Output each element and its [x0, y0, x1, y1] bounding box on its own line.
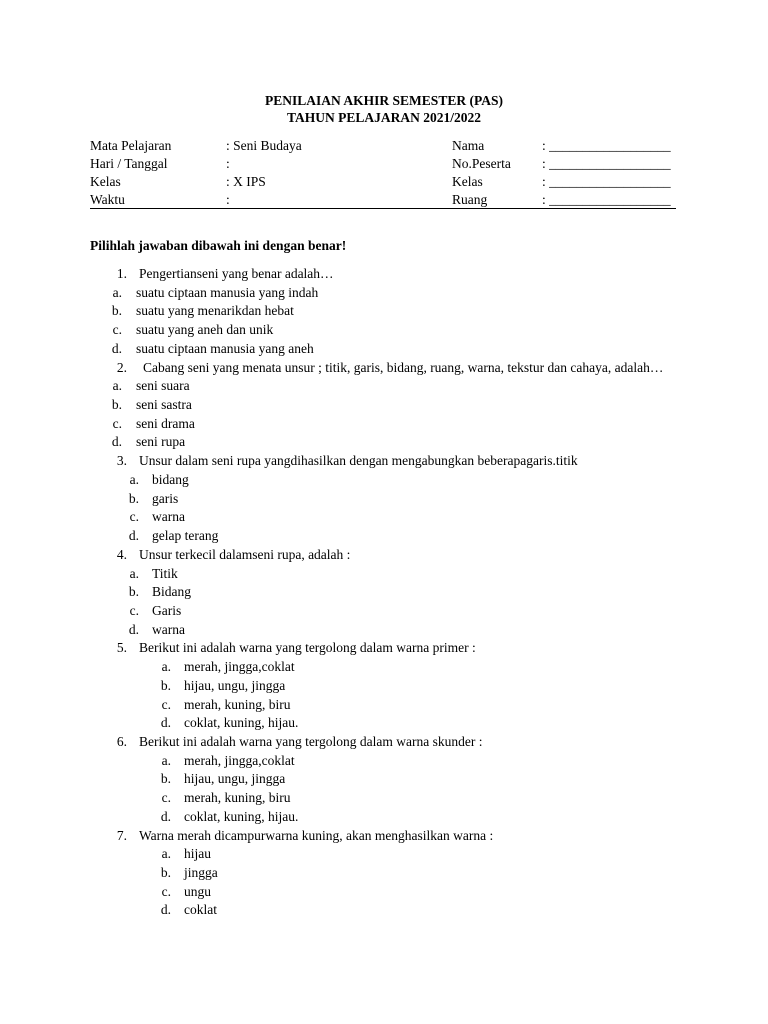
answer-option — [0, 621, 768, 640]
header-divider — [90, 208, 676, 209]
option-letter: b. — [111, 397, 122, 413]
question-text: Berikut ini adalah warna yang tergolong dalam warna primer : — [139, 640, 476, 656]
answer-option — [0, 490, 768, 509]
answer-option — [0, 658, 768, 677]
option-text: hijau — [184, 846, 211, 862]
option-text: jingga — [184, 865, 218, 880]
option-text: bidang — [152, 471, 189, 487]
option-text: warna — [152, 621, 185, 637]
option-text: seni sastra — [136, 397, 192, 413]
info-blank: : __________________ — [542, 174, 671, 189]
answer-option — [0, 284, 768, 303]
question-number: 5. — [116, 640, 127, 656]
info-row — [90, 191, 676, 209]
option-text: merah, kuning, biru — [184, 696, 291, 712]
option-text: Garis — [152, 602, 182, 618]
question-item — [0, 639, 768, 658]
info-row — [90, 173, 676, 191]
option-text: merah, kuning, biru — [184, 790, 291, 806]
option-text: hijau, ungu, jingga — [184, 677, 286, 693]
info-row — [90, 155, 676, 173]
instruction: Pilihlah jawaban dibawah ini dengan benar! — [90, 238, 347, 253]
answer-option — [0, 901, 768, 920]
option-letter: a. — [112, 378, 122, 394]
answer-option — [0, 752, 768, 771]
answer-option — [0, 714, 768, 733]
answer-option — [0, 340, 768, 359]
info-blank: : __________________ — [542, 138, 671, 153]
info-label: Kelas — [90, 174, 121, 189]
option-letter: d. — [111, 434, 122, 450]
option-text: ungu — [184, 883, 211, 899]
option-letter: d. — [128, 621, 139, 637]
answer-option — [0, 433, 768, 452]
option-letter: a. — [161, 659, 171, 675]
option-letter: c. — [112, 415, 122, 431]
info-label: Hari / Tanggal — [90, 156, 168, 171]
option-text: suatu ciptaan manusia yang aneh — [136, 340, 314, 356]
info-row — [90, 137, 676, 155]
info-value: : — [226, 192, 230, 207]
info-label: Mata Pelajaran — [90, 138, 172, 153]
option-letter: a. — [161, 846, 171, 862]
option-text: warna — [152, 509, 185, 525]
answer-option — [0, 602, 768, 621]
option-letter: d. — [111, 340, 122, 356]
answer-option — [0, 696, 768, 715]
question-item — [0, 546, 768, 565]
answer-option — [0, 396, 768, 415]
option-text: suatu yang aneh dan unik — [136, 322, 274, 338]
option-letter: b. — [160, 865, 171, 880]
option-letter: c. — [161, 790, 171, 806]
answer-option — [0, 845, 768, 864]
option-text: Titik — [152, 565, 178, 581]
option-letter: a. — [129, 565, 139, 581]
option-letter: d. — [160, 715, 171, 731]
option-text: coklat, kuning, hijau. — [184, 715, 299, 731]
question-text: Unsur dalam seni rupa yangdihasilkan dengan mengabungkan beberapagaris.titik — [139, 453, 578, 469]
info-blank: : __________________ — [542, 156, 671, 171]
question-number: 6. — [116, 733, 127, 749]
option-text: merah, jingga,coklat — [184, 659, 295, 675]
option-text: seni drama — [136, 415, 195, 431]
question-item — [0, 265, 768, 284]
answer-option — [0, 377, 768, 396]
answer-option — [0, 302, 768, 321]
answer-option — [0, 565, 768, 584]
answer-option — [0, 583, 768, 602]
option-letter: a. — [161, 752, 171, 768]
option-letter: c. — [161, 696, 171, 712]
answer-option — [0, 789, 768, 808]
answer-option — [0, 471, 768, 490]
option-text: merah, jingga,coklat — [184, 752, 295, 768]
option-text: coklat — [184, 902, 217, 918]
option-letter: c. — [129, 602, 139, 618]
answer-option — [0, 415, 768, 434]
question-item — [0, 827, 768, 846]
info-label: Ruang — [452, 192, 488, 207]
question-item — [0, 733, 768, 752]
info-label: Nama — [452, 138, 485, 153]
option-text: suatu yang menarikdan hebat — [136, 303, 294, 319]
option-text: garis — [152, 490, 179, 506]
option-letter: d. — [160, 808, 171, 824]
answer-option — [0, 883, 768, 902]
option-text: Bidang — [152, 584, 191, 600]
question-number: 1. — [116, 266, 127, 281]
info-value: : — [226, 156, 230, 171]
question-number: 3. — [116, 453, 127, 469]
option-letter: c. — [161, 883, 171, 899]
info-label: Waktu — [90, 192, 125, 207]
info-label: No.Peserta — [452, 156, 511, 171]
option-letter: b. — [128, 490, 139, 506]
option-letter: b. — [111, 303, 122, 319]
question-text: Pengertianseni yang benar adalah… — [139, 266, 334, 281]
question-text: Unsur terkecil dalamseni rupa, adalah : — [139, 546, 351, 562]
question-number: 2. — [116, 359, 127, 375]
answer-option — [0, 770, 768, 789]
exam-title: PENILAIAN AKHIR SEMESTER (PAS) — [265, 93, 503, 108]
question-text: Cabang seni yang menata unsur ; titik, garis, bidang, ruang, warna, tekstur dan cahaya, adalah… — [143, 359, 664, 375]
student-info-table — [90, 137, 676, 209]
option-letter: b. — [160, 771, 171, 787]
option-text: gelap terang — [152, 528, 219, 544]
academic-year: TAHUN PELAJARAN 2021/2022 — [286, 110, 481, 125]
option-text: hijau, ungu, jingga — [184, 771, 286, 787]
option-letter: c. — [129, 509, 139, 525]
info-value: : Seni Budaya — [226, 138, 302, 153]
question-text: Berikut ini adalah warna yang tergolong dalam warna skunder : — [139, 733, 483, 749]
answer-option — [0, 321, 768, 340]
question-item — [0, 359, 768, 378]
answer-option — [0, 527, 768, 546]
answer-option — [0, 508, 768, 527]
question-number: 4. — [116, 546, 127, 562]
option-letter: d. — [160, 902, 171, 918]
answer-option — [0, 808, 768, 827]
option-letter: a. — [112, 284, 122, 300]
info-blank: : __________________ — [542, 192, 671, 207]
question-number: 7. — [116, 827, 127, 843]
option-text: seni suara — [136, 378, 190, 394]
option-letter: a. — [129, 471, 139, 487]
option-letter: b. — [160, 677, 171, 693]
question-list — [0, 265, 768, 920]
option-text: coklat, kuning, hijau. — [184, 808, 299, 824]
info-value: : X IPS — [226, 174, 266, 189]
question-text: Warna merah dicampurwarna kuning, akan menghasilkan warna : — [139, 827, 494, 843]
option-text: seni rupa — [136, 434, 186, 450]
option-text: suatu ciptaan manusia yang indah — [136, 284, 319, 300]
info-label: Kelas — [452, 174, 483, 189]
question-item — [0, 452, 768, 471]
answer-option — [0, 864, 768, 883]
option-letter: b. — [128, 584, 139, 600]
answer-option — [0, 677, 768, 696]
option-letter: d. — [128, 528, 139, 544]
option-letter: c. — [112, 322, 122, 338]
